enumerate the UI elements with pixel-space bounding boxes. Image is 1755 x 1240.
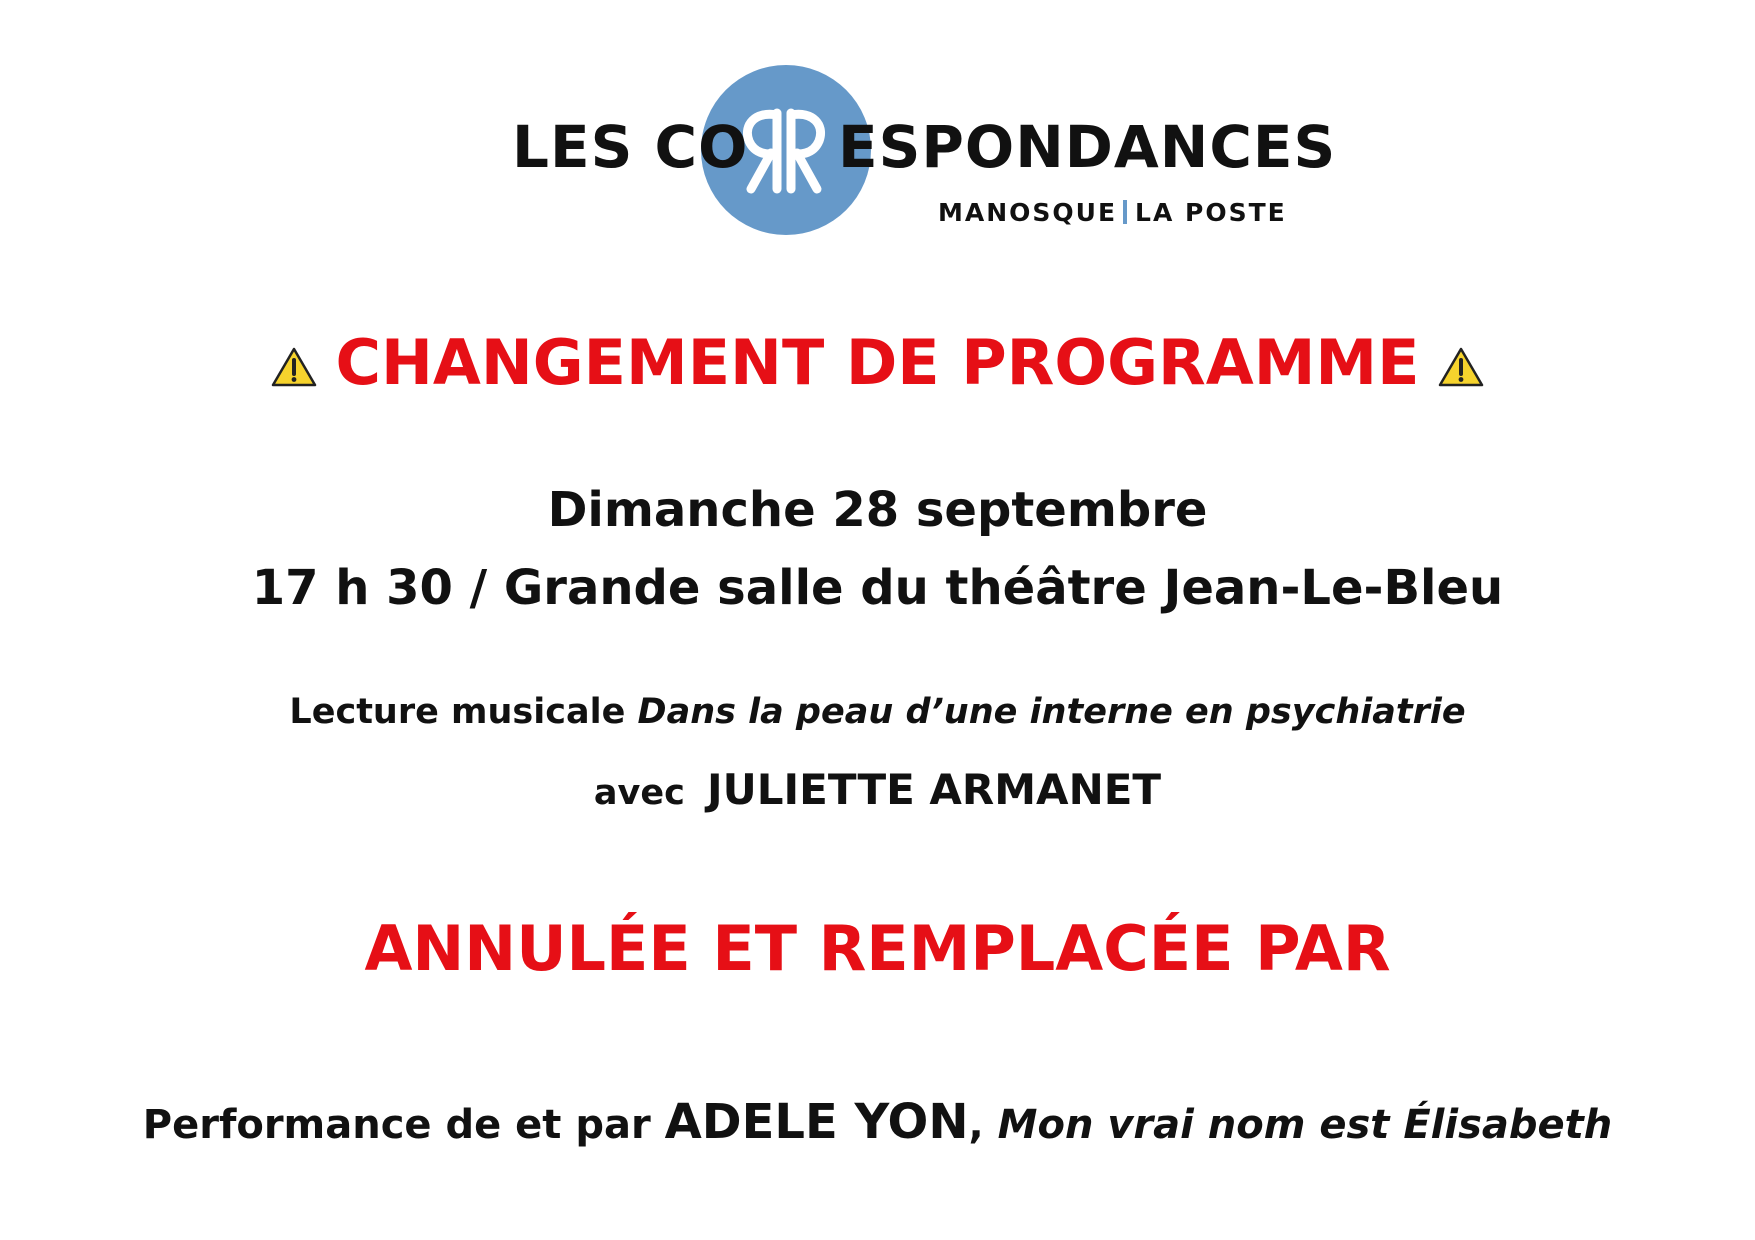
logo-subtitle xyxy=(938,200,1287,225)
original-artist: JULIETTE ARMANET xyxy=(707,765,1162,814)
reading-title: Dans la peau d’une interne en psychiatrie xyxy=(637,692,1466,732)
cancellation-notice: ANNULÉE ET REMPLACÉE PAR xyxy=(364,912,1391,985)
warning-icon xyxy=(1437,346,1485,388)
headline-text: CHANGEMENT DE PROGRAMME xyxy=(335,326,1420,399)
program-change-headline xyxy=(0,326,1755,399)
replacement-artist: ADELE YON xyxy=(664,1094,969,1150)
with-label: avec xyxy=(593,773,685,813)
logo-separator xyxy=(1123,200,1127,224)
event-time-place: 17 h 30 / Grande salle du théâtre Jean-Le-Bleu xyxy=(251,560,1504,616)
replacement-event xyxy=(0,1094,1755,1150)
logo-subtitle-venue: LA POSTE xyxy=(1135,198,1287,227)
replacement-title: Mon vrai nom est Élisabeth xyxy=(997,1102,1613,1148)
logo-subtitle-city: MANOSQUE xyxy=(938,198,1118,227)
replacement-prefix: Performance de et par xyxy=(142,1102,651,1148)
event-date: Dimanche 28 septembre xyxy=(547,482,1208,538)
warning-icon xyxy=(270,346,318,388)
original-artist-line xyxy=(0,765,1755,814)
reading-prefix: Lecture musicale xyxy=(289,692,626,732)
logo-text-left: LES CO xyxy=(512,113,749,181)
organizer-logo xyxy=(0,0,1755,260)
replacement-separator: , xyxy=(968,1102,984,1148)
logo-text-right: ESPONDANCES xyxy=(838,113,1337,181)
original-event xyxy=(0,692,1755,732)
